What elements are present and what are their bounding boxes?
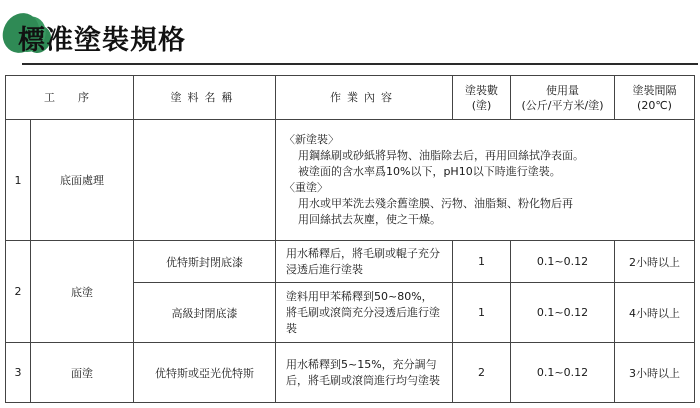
table-row — [6, 343, 695, 403]
coat-interval: 2小時以上 — [615, 241, 695, 283]
coat-interval: 4小時以上 — [615, 283, 695, 343]
table-header-row — [6, 76, 695, 120]
work-content: 用水稀釋到5~15%，充分調勻后，將毛刷或滾筒進行均勻塗裝 — [276, 343, 453, 403]
header-content: 作業內容 — [276, 76, 453, 120]
usage-amount: 0.1~0.12 — [511, 241, 615, 283]
page-header — [0, 0, 700, 70]
usage-amount: 0.1~0.12 — [511, 343, 615, 403]
table-row — [6, 241, 695, 283]
surface-prep-content — [276, 120, 695, 241]
coat-count: 1 — [453, 283, 511, 343]
material-cell-empty — [134, 120, 276, 241]
new-coat-heading: 〈新塗裝〉 — [284, 133, 339, 146]
header-coats: 塗裝數 (塗) — [453, 76, 511, 120]
header-usage: 使用量 (公斤/平方米/塗) — [511, 76, 615, 120]
recoat-line: 用回絲拭去灰塵，使之干燥。 — [298, 213, 441, 226]
row-number: 2 — [6, 241, 31, 343]
spec-table — [5, 75, 695, 403]
usage-amount: 0.1~0.12 — [511, 283, 615, 343]
work-content: 用水稀釋后，將毛刷或輥子充分浸透后進行塗裝 — [276, 241, 453, 283]
material-name: 优特斯封閉底漆 — [134, 241, 276, 283]
coat-interval: 3小時以上 — [615, 343, 695, 403]
header-process: 工 序 — [6, 76, 134, 120]
recoat-line: 用水或甲苯洗去殘余舊塗膜、污物、油脂類、粉化物后再 — [298, 197, 573, 210]
material-name: 优特斯或亞光优特斯 — [134, 343, 276, 403]
process-name: 面塗 — [31, 343, 134, 403]
new-coat-line: 用鋼絲刷或砂紙將异物、油脂除去后，再用回絲拭净表面。 — [298, 149, 584, 162]
material-name: 高級封閉底漆 — [134, 283, 276, 343]
row-number: 3 — [6, 343, 31, 403]
header-interval: 塗裝間隔 (20℃) — [615, 76, 695, 120]
page-title: 標准塗裝規格 — [18, 25, 186, 56]
recoat-heading: 〈重塗〉 — [284, 181, 328, 194]
coat-count: 2 — [453, 343, 511, 403]
row-number: 1 — [6, 120, 31, 241]
header-material: 塗料名稱 — [134, 76, 276, 120]
work-content: 塗料用甲苯稀釋到50~80%，將毛刷或滾筒充分浸透后進行塗裝 — [276, 283, 453, 343]
new-coat-line: 被塗面的含水率爲10%以下，pH10以下時進行塗裝。 — [298, 165, 561, 178]
table-row — [6, 120, 695, 241]
process-name: 底面處理 — [31, 120, 134, 241]
coat-count: 1 — [453, 241, 511, 283]
title-underline — [22, 63, 698, 65]
process-name: 底塗 — [31, 241, 134, 343]
